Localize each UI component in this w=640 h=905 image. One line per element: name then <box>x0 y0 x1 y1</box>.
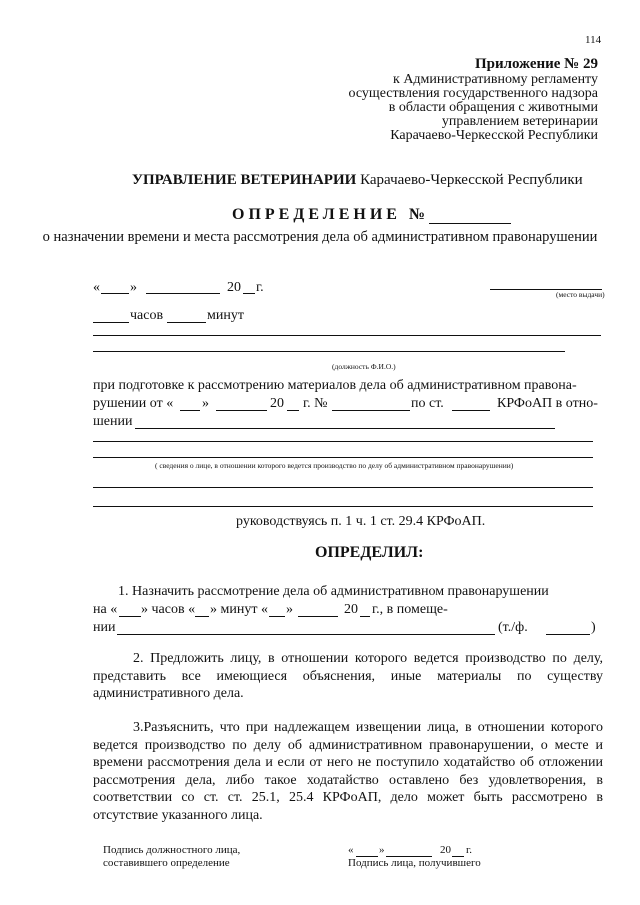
position-line <box>93 335 601 336</box>
document-title <box>232 206 511 224</box>
position-line <box>93 351 565 352</box>
minutes-blank <box>167 322 206 323</box>
item1-month-blank <box>298 616 338 617</box>
item3-paragraph: 3.Разъяснить, что при надлежащем извещении лица, в отношении которого ведется производство по делу об административном правонарушении, о месте и времени рассмотрения дела и если от него не поступило ходатайство об отложении рассмотрения дела, либо такое ходатайство оставлено без удовлетворения, в соответствии со ст. ст. 25.1, 25.4 КРФоАП, дело может быть рассмотрено в отсутствие указанного лица. <box>93 720 603 823</box>
guided-by: руководствуясь п. 1 ч. 1 ст. 29.4 КРФоАП. <box>236 514 486 529</box>
hours-label: часов <box>130 308 164 323</box>
appendix-title: Приложение № 29 <box>474 56 598 72</box>
date-close-quote: » <box>130 280 137 295</box>
item2-paragraph: 2. Предложить лицу, в отношении которого ведется производство по делу, представить все имеющиеся объяснения, иные материалы по существу административного дела. <box>93 651 603 701</box>
day-blank <box>101 293 129 294</box>
sign-date-suffix: г. <box>466 844 473 856</box>
year-prefix: 20 <box>227 280 241 295</box>
date-open-quote: « <box>93 280 100 295</box>
item1-day-blank <box>269 616 285 617</box>
recipient-signature-label: Подпись лица, получившего <box>348 857 481 869</box>
prep-year-blank <box>287 410 299 411</box>
document-subtitle: о назначении времени и места рассмотрения дела об административном правонарушении <box>42 229 598 245</box>
item1-minutes: » минут « <box>210 602 268 617</box>
preparation-code: КРФоАП в отно- <box>497 396 598 411</box>
item1-quote: » <box>286 602 293 617</box>
item1-phone-close: ) <box>591 620 596 635</box>
item1-room: г., в помеще- <box>372 602 448 617</box>
item1-on: на « <box>93 602 118 617</box>
place-caption: (место выдачи) <box>556 290 605 299</box>
month-blank <box>146 293 220 294</box>
person-line <box>135 428 555 429</box>
year-suffix: г. <box>256 280 264 295</box>
person-line <box>93 457 593 458</box>
preparation-number: г. № <box>303 396 328 411</box>
official-signature-label: составившего определение <box>103 857 230 869</box>
agency-name-rest: Карачаево-Черкесской Республики <box>360 172 583 188</box>
appendix-line: управлением ветеринарии <box>441 114 598 129</box>
document-title-text: ОПРЕДЕЛЕНИЕ № <box>232 206 430 223</box>
person-line <box>93 506 593 507</box>
agency-name <box>132 172 583 189</box>
item1-hours-blank <box>119 616 141 617</box>
prep-number-blank <box>332 410 410 411</box>
minutes-label: минут <box>207 308 244 323</box>
preparation-from: рушении от « <box>93 396 174 411</box>
document-number-blank <box>429 209 511 224</box>
appendix-line: к Административному регламенту <box>393 72 598 87</box>
appendix-line: в области обращения с животными <box>388 100 598 115</box>
item1-year-blank <box>360 616 370 617</box>
person-caption: ( сведения о лице, в отношении которого ведется производство по делу об административном правонарушении) <box>155 461 514 470</box>
item1-room-cont: нии <box>93 620 116 635</box>
sign-date-open: « <box>348 844 354 856</box>
decided-heading: ОПРЕДЕЛИЛ: <box>315 544 424 561</box>
item1-phone: (т./ф. <box>498 620 528 635</box>
person-line <box>93 487 593 488</box>
item1-room-blank <box>117 634 495 635</box>
appendix-line: осуществления государственного надзора <box>348 86 598 101</box>
official-signature-label: Подпись должностного лица, <box>103 844 241 856</box>
person-line <box>93 441 593 442</box>
page-number: 114 <box>585 34 602 46</box>
item1-year: 20 <box>344 602 358 617</box>
position-caption: (должность Ф.И.О.) <box>332 362 396 371</box>
preparation-quote: » <box>202 396 209 411</box>
prep-article-blank <box>452 410 490 411</box>
sign-date-close: » <box>379 844 385 856</box>
sign-date-year: 20 <box>440 844 451 856</box>
item1-hours: » часов « <box>141 602 196 617</box>
appendix-line: Карачаево-Черкесской Республики <box>390 128 598 143</box>
item1-minutes-blank <box>195 616 209 617</box>
agency-name-bold: УПРАВЛЕНИЕ ВЕТЕРИНАРИИ <box>132 172 357 188</box>
preparation-year: 20 <box>270 396 284 411</box>
prep-day-blank <box>180 410 200 411</box>
year-blank <box>243 293 255 294</box>
item1-line: 1. Назначить рассмотрение дела об административном правонарушении <box>118 584 549 599</box>
prep-month-blank <box>216 410 267 411</box>
hours-blank <box>93 322 129 323</box>
preparation-line: при подготовке к рассмотрению материалов дела об административном правона- <box>93 378 577 393</box>
item1-phone-blank <box>546 634 590 635</box>
preparation-regarding: шении <box>93 414 133 429</box>
preparation-article: по ст. <box>411 396 444 411</box>
